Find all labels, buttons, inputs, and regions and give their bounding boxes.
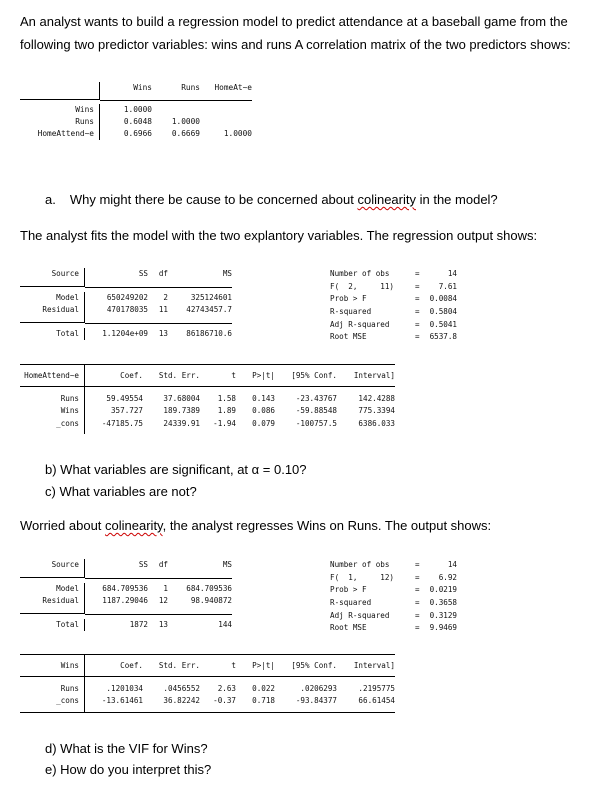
stat-equals: = bbox=[415, 319, 420, 329]
anova-cell: MS bbox=[222, 560, 232, 569]
anova-total-row bbox=[20, 328, 232, 341]
corr-cell: 0.6048 bbox=[123, 116, 152, 126]
stat-label: F( 1, 12) bbox=[330, 572, 395, 582]
anova-total-row bbox=[20, 619, 232, 632]
stat-row bbox=[330, 559, 500, 572]
corr-cell: 1.0000 bbox=[171, 116, 200, 126]
anova-cell: 1.1204e+09 bbox=[102, 328, 148, 338]
coef-row-label: Runs bbox=[20, 393, 85, 406]
coef-row-label: Wins bbox=[20, 660, 85, 673]
question-a bbox=[45, 192, 498, 207]
coef-cell: .0206293 bbox=[300, 683, 337, 693]
coef-cell: -93.84377 bbox=[295, 696, 337, 705]
coef-cell: [95% Conf. bbox=[291, 371, 337, 380]
stat-label: Root MSE bbox=[330, 623, 367, 633]
stat-row bbox=[330, 584, 500, 597]
corr-row bbox=[20, 116, 252, 128]
divider bbox=[20, 430, 85, 434]
coef-cell: 36.82242 bbox=[163, 696, 200, 705]
corr-row-label: Wins bbox=[20, 104, 100, 116]
coef-cell: 59.49554 bbox=[106, 393, 143, 403]
anova-cell: 86186710.6 bbox=[186, 328, 232, 338]
coef-cell: .2195775 bbox=[358, 683, 395, 693]
coef-cell: -23.43767 bbox=[295, 393, 337, 403]
coef-row bbox=[20, 695, 395, 708]
coef-cell: Interval] bbox=[353, 661, 395, 670]
coef-cell: -47185.75 bbox=[101, 418, 143, 428]
coef-cell: 0.022 bbox=[252, 683, 275, 693]
coef-cell: 357.727 bbox=[110, 406, 143, 415]
rule-right bbox=[85, 317, 232, 324]
misspelled-word: colinearity bbox=[357, 192, 416, 207]
anova-cell: 12 bbox=[158, 596, 168, 605]
intro-line-1: An analyst wants to build a regression model to predict attendance at a baseball game from the bbox=[20, 14, 568, 29]
divider bbox=[20, 383, 85, 386]
stat-row bbox=[330, 306, 500, 319]
worried-text bbox=[20, 518, 491, 533]
coef-cell: Coef. bbox=[120, 371, 143, 380]
stat-label: Adj R-squared bbox=[330, 319, 390, 329]
anova-cell: 1872 bbox=[129, 619, 148, 629]
anova-cell: 470178035 bbox=[106, 305, 148, 314]
anova-row-label: Total bbox=[20, 328, 85, 341]
coef-cell: -1.94 bbox=[213, 418, 236, 428]
corr-cell: 1.0000 bbox=[123, 104, 152, 114]
worried-text-start: Worried about bbox=[20, 518, 106, 533]
stat-value: 0.3658 bbox=[429, 598, 457, 608]
coef-cell: 37.68004 bbox=[163, 393, 200, 403]
stat-equals: = bbox=[415, 269, 420, 278]
stat-row bbox=[330, 572, 500, 585]
stat-equals: = bbox=[415, 332, 420, 342]
anova-cell: SS bbox=[138, 269, 148, 278]
anova-row-label: Total bbox=[20, 619, 85, 632]
coef-cell: -0.37 bbox=[213, 696, 236, 705]
stat-equals: = bbox=[415, 572, 420, 582]
coef-cell: t bbox=[231, 371, 236, 380]
corr-column-header: Runs bbox=[181, 83, 200, 92]
corr-row bbox=[20, 104, 252, 116]
stat-value: 6.92 bbox=[438, 572, 457, 582]
stat-value: 14 bbox=[447, 560, 457, 569]
anova-cell: 684.709536 bbox=[102, 583, 148, 593]
question-d: d) What is the VIF for Wins? bbox=[45, 741, 208, 756]
corr-cell bbox=[200, 116, 252, 128]
anova-table bbox=[20, 268, 232, 340]
coef-header-row bbox=[20, 660, 395, 673]
stat-value: 6537.8 bbox=[429, 332, 457, 342]
stat-row bbox=[330, 610, 500, 623]
stat-row bbox=[330, 319, 500, 332]
divider bbox=[20, 673, 85, 676]
coef-cell: 775.3394 bbox=[358, 406, 395, 415]
anova-row bbox=[20, 292, 232, 305]
stat-label: R-squared bbox=[330, 598, 372, 608]
corr-cell: 0.6966 bbox=[123, 128, 152, 138]
coef-cell: .1201034 bbox=[106, 683, 143, 693]
coef-header-row bbox=[20, 370, 395, 383]
coef-cell: 0.086 bbox=[252, 406, 275, 415]
spacer bbox=[20, 430, 395, 434]
misspelled-word: colinearity bbox=[105, 518, 163, 533]
coef-cell: 66.61454 bbox=[358, 696, 395, 705]
coef-row-label: HomeAttend~e bbox=[20, 370, 85, 383]
anova-cell: 144 bbox=[218, 619, 232, 629]
divider bbox=[20, 708, 85, 712]
anova-rule bbox=[20, 281, 232, 292]
stat-value: 9.9469 bbox=[429, 623, 457, 633]
corr-row bbox=[20, 128, 252, 140]
corr-row-label: Runs bbox=[20, 116, 100, 128]
coef-row-label: Runs bbox=[20, 683, 85, 696]
fit-text: The analyst fits the model with the two explantory variables. The regression output shows: bbox=[20, 228, 538, 243]
coef-row-label: _cons bbox=[20, 418, 85, 431]
stat-label: Number of obs bbox=[330, 560, 390, 569]
coef-cell: 189.7389 bbox=[163, 406, 200, 415]
anova-rule bbox=[20, 608, 232, 619]
stat-row bbox=[330, 293, 500, 306]
corr-column-header: Wins bbox=[133, 83, 152, 92]
anova-cell: df bbox=[158, 560, 168, 569]
coef-cell: 0.718 bbox=[252, 696, 275, 705]
stat-equals: = bbox=[415, 610, 420, 620]
anova-cell: 1187.29046 bbox=[102, 596, 148, 605]
coef-cell: 0.143 bbox=[252, 393, 275, 403]
stat-equals: = bbox=[415, 307, 420, 317]
anova-row-label: Model bbox=[20, 292, 85, 305]
coef-cell: 24339.91 bbox=[163, 418, 200, 428]
corr-rule-left bbox=[20, 95, 100, 100]
rule-left bbox=[20, 608, 85, 614]
anova-cell: 1 bbox=[163, 583, 168, 593]
coef-cell: -13.61461 bbox=[101, 696, 143, 705]
question-e: e) How do you interpret this? bbox=[45, 762, 212, 777]
anova-cell: 650249202 bbox=[106, 292, 148, 302]
stat-value: 0.0084 bbox=[429, 294, 457, 304]
anova-rule bbox=[20, 572, 232, 583]
stat-row bbox=[330, 268, 500, 281]
stat-equals: = bbox=[415, 585, 420, 595]
coef-cell: 1.89 bbox=[217, 406, 236, 415]
coefficient-table bbox=[20, 654, 395, 713]
question-a-text: Why might there be cause to be concerned about bbox=[69, 192, 358, 207]
anova-cell: 98.940872 bbox=[190, 596, 232, 605]
model-stats bbox=[330, 268, 500, 344]
coef-bottom-rule bbox=[20, 712, 395, 713]
corr-header-row bbox=[20, 82, 252, 95]
coef-row bbox=[20, 393, 395, 406]
anova-cell: 2 bbox=[163, 292, 168, 302]
anova-header-row bbox=[20, 559, 232, 572]
coef-row-label: _cons bbox=[20, 695, 85, 708]
anova-row bbox=[20, 583, 232, 596]
stat-value: 0.3129 bbox=[429, 610, 457, 620]
intro-line-2: following two predictor variables: wins and runs A correlation matrix of the two predictors shows: bbox=[20, 37, 571, 52]
stat-equals: = bbox=[415, 281, 420, 291]
rule-right bbox=[85, 572, 232, 579]
coef-cell: Std. Err. bbox=[158, 371, 200, 380]
rule-right bbox=[85, 608, 232, 615]
coef-cell: 6386.033 bbox=[358, 418, 395, 428]
stat-label: Prob > F bbox=[330, 585, 367, 595]
coef-row-label: Wins bbox=[20, 405, 85, 418]
coef-cell: -59.88548 bbox=[295, 406, 337, 415]
coef-cell: t bbox=[231, 661, 236, 670]
anova-cell: 13 bbox=[158, 328, 168, 338]
rule-right bbox=[85, 281, 232, 288]
stat-label: R-squared bbox=[330, 307, 372, 317]
corr-cell bbox=[152, 104, 200, 116]
correlation-matrix bbox=[20, 82, 252, 140]
stat-row bbox=[330, 622, 500, 635]
coef-cell: [95% Conf. bbox=[291, 661, 337, 670]
rule-left bbox=[20, 572, 85, 578]
stat-label: Adj R-squared bbox=[330, 610, 390, 620]
question-c: c) What variables are not? bbox=[45, 484, 197, 499]
rule-left bbox=[20, 281, 85, 287]
anova-cell: df bbox=[158, 269, 168, 278]
coef-cell: 2.63 bbox=[217, 683, 236, 693]
corr-cell bbox=[200, 104, 252, 116]
stat-label: Number of obs bbox=[330, 269, 390, 278]
corr-column-header: HomeAt~e bbox=[214, 83, 252, 92]
question-a-marker: a. bbox=[45, 192, 56, 207]
stat-equals: = bbox=[415, 294, 420, 304]
worried-text-end: , the analyst regresses Wins on Runs. The output shows: bbox=[162, 518, 492, 533]
corr-cell: 1.0000 bbox=[223, 128, 252, 138]
stat-label: F( 2, 11) bbox=[330, 281, 395, 291]
coef-cell: Interval] bbox=[353, 371, 395, 380]
anova-cell: SS bbox=[138, 560, 148, 569]
stat-label: Prob > F bbox=[330, 294, 367, 304]
coef-cell: .0456552 bbox=[163, 683, 200, 693]
stat-row bbox=[330, 281, 500, 294]
stat-value: 14 bbox=[447, 269, 457, 278]
stat-row bbox=[330, 597, 500, 610]
coef-cell: 142.4288 bbox=[358, 393, 395, 403]
anova-table bbox=[20, 559, 232, 631]
corr-rule bbox=[20, 95, 252, 104]
coef-cell: 0.079 bbox=[252, 418, 275, 428]
anova-row bbox=[20, 595, 232, 608]
stat-label: Root MSE bbox=[330, 332, 367, 342]
anova-row-label: Source bbox=[20, 559, 85, 572]
anova-cell: 684.709536 bbox=[186, 583, 232, 593]
corr-row-label: HomeAttend~e bbox=[20, 128, 100, 140]
question-b: b) What variables are significant, at α = 0.10? bbox=[45, 462, 307, 477]
coef-cell: 1.58 bbox=[217, 393, 236, 403]
coefficient-table bbox=[20, 364, 395, 434]
anova-cell: 42743457.7 bbox=[186, 305, 232, 314]
anova-row-label: Residual bbox=[20, 595, 85, 608]
anova-row-label: Model bbox=[20, 583, 85, 596]
stat-value: 0.5041 bbox=[429, 319, 457, 329]
anova-cell: 11 bbox=[158, 305, 168, 314]
question-a-text-end: in the model? bbox=[416, 192, 498, 207]
stat-equals: = bbox=[415, 598, 420, 608]
corr-corner bbox=[20, 82, 100, 95]
stat-equals: = bbox=[415, 623, 420, 633]
anova-header-row bbox=[20, 268, 232, 281]
coef-cell: -100757.5 bbox=[295, 418, 337, 428]
anova-cell: 325124601 bbox=[190, 292, 232, 302]
anova-cell: MS bbox=[222, 269, 232, 278]
coef-cell: P>|t| bbox=[252, 661, 275, 670]
anova-row-label: Source bbox=[20, 268, 85, 281]
corr-rule-right bbox=[100, 95, 252, 101]
stat-row bbox=[330, 331, 500, 344]
corr-cell: 0.6669 bbox=[171, 128, 200, 138]
coef-cell: Std. Err. bbox=[158, 661, 200, 670]
coef-row bbox=[20, 418, 395, 431]
rule-left bbox=[20, 317, 85, 323]
coef-row bbox=[20, 405, 395, 418]
stat-value: 0.0219 bbox=[429, 585, 457, 595]
model-stats bbox=[330, 559, 500, 635]
anova-rule bbox=[20, 317, 232, 328]
stat-value: 7.61 bbox=[438, 281, 457, 291]
coef-cell: P>|t| bbox=[252, 371, 275, 380]
coef-cell: Coef. bbox=[120, 661, 143, 670]
anova-row-label: Residual bbox=[20, 304, 85, 317]
anova-cell: 13 bbox=[158, 619, 168, 629]
anova-row bbox=[20, 304, 232, 317]
coef-row bbox=[20, 683, 395, 696]
stat-equals: = bbox=[415, 560, 420, 569]
stat-value: 0.5804 bbox=[429, 307, 457, 317]
